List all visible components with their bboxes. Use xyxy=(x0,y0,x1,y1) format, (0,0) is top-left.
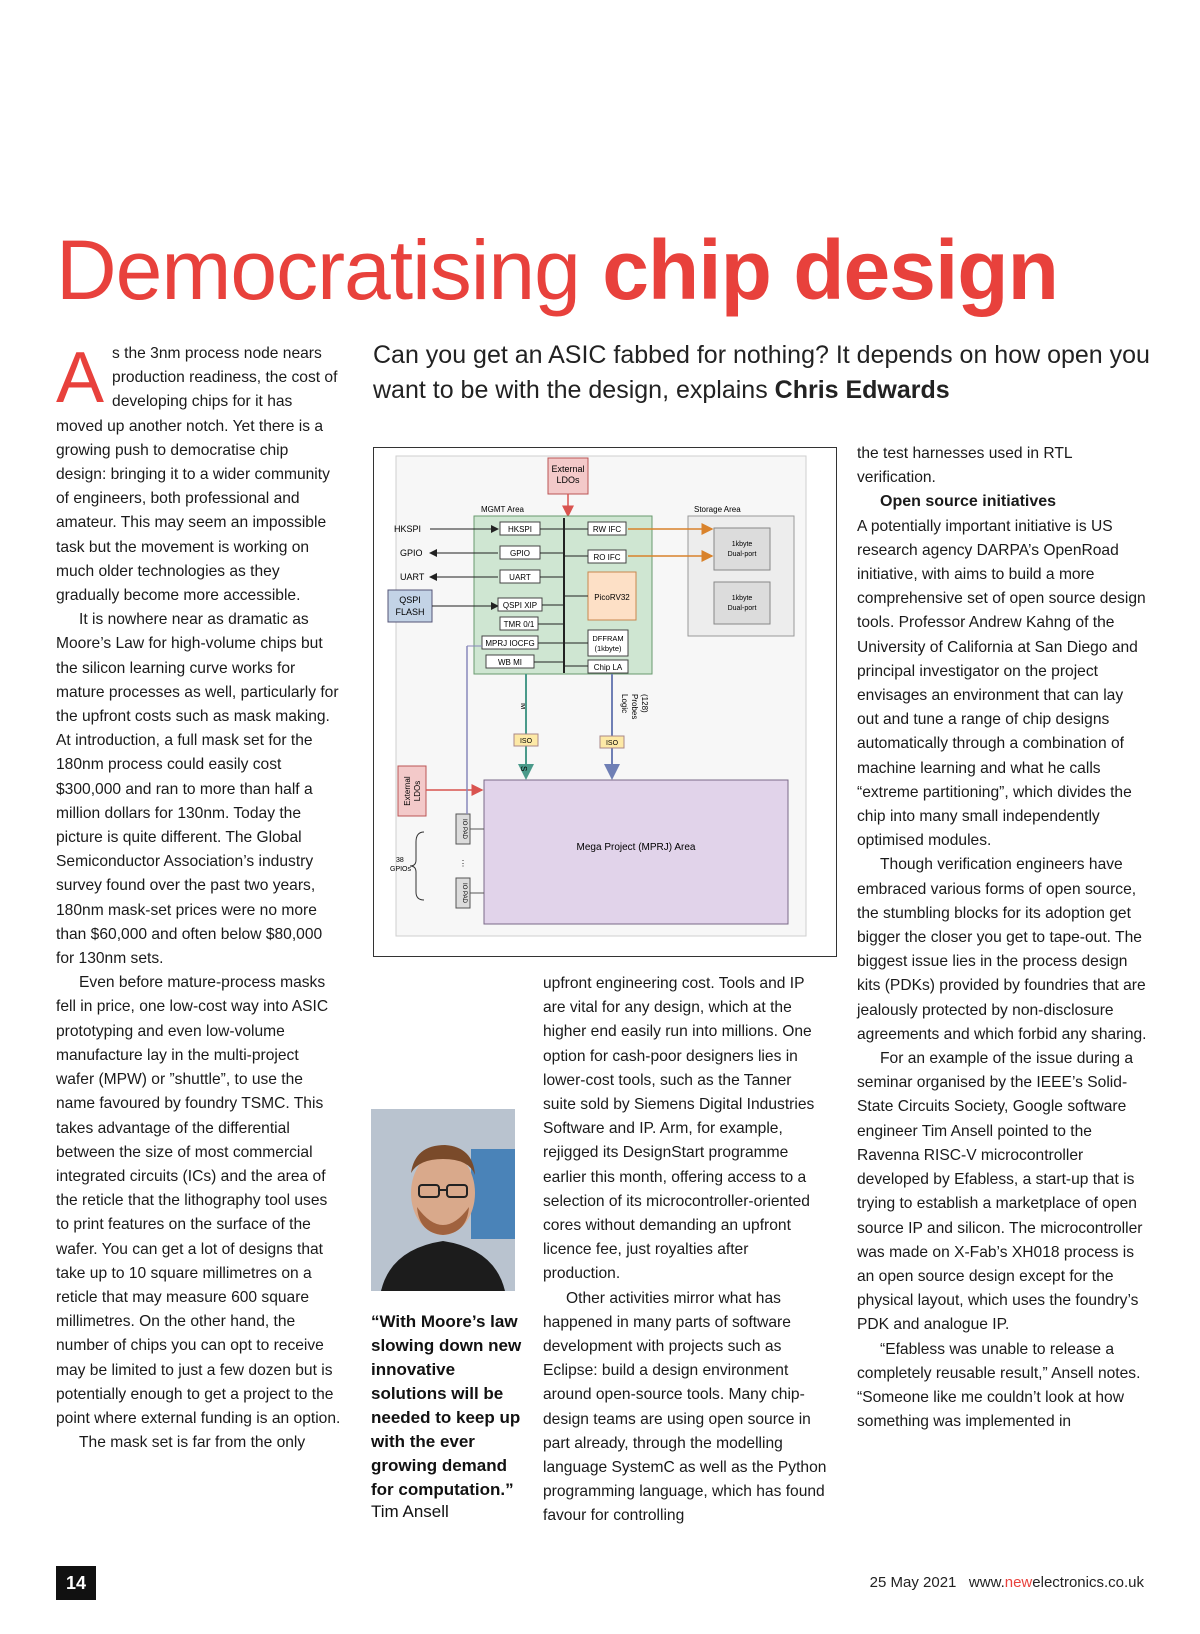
storage-area-label: Storage Area xyxy=(694,505,741,514)
standfirst-text: Can you get an ASIC fabbed for nothing? It depends on how open you want to be with the design, explains xyxy=(373,341,1150,404)
external-ldos-top-label-1: External xyxy=(551,464,585,474)
external-ldos-left-label-1: External xyxy=(403,776,412,806)
rw-ifc-label: RW IFC xyxy=(592,525,622,534)
title-part-light: Democratising xyxy=(56,223,603,317)
body-paragraph: s the 3nm process node nears production readiness, the cost of developing chips for it has moved up another notch. Yet there is a growing push to democratise chip design: bringing it to a wider community of engineers, both professional and amateur. This may seem an impossible task but the movement is working on much older technologies as they gradually become more accessible. xyxy=(56,345,338,605)
dualport-2-label-a: 1kbyte xyxy=(731,595,753,602)
external-ldos-top-label-2: LDOs xyxy=(556,475,580,485)
page-number: 14 xyxy=(56,1566,96,1600)
port-hkspi-label: HKSPI xyxy=(394,524,422,534)
body-paragraph: Though verification engineers have embraced various forms of open source, the stumbling blocks for its adoption get bigger the closer you get to tape-out. The biggest issue lies in the process design kits (PDKs) provided by foundries that are jealously protected by non-disclosure agreements and which forbid any sharing. xyxy=(857,856,1147,1043)
external-ldos-left-label-2: LDOs xyxy=(413,780,422,802)
io-pad-1-label: IO PAD xyxy=(461,819,467,839)
title-part-bold: chip design xyxy=(602,223,1058,317)
picorv32-label: PicoRV32 xyxy=(594,593,630,602)
body-paragraph: The mask set is far from the only xyxy=(79,1434,306,1452)
dffram-label-2: (1kbyte) xyxy=(594,644,622,653)
body-paragraph: the test harnesses used in RTL verification. xyxy=(857,445,1072,487)
dualport-ram-2 xyxy=(714,582,770,624)
gpios-label-1: 38 xyxy=(396,857,404,864)
url-suffix: electronics.co.uk xyxy=(1032,1574,1144,1591)
standfirst xyxy=(373,338,1153,408)
dualport-1-label-b: Dual-port xyxy=(727,551,757,558)
port-uart-label: UART xyxy=(400,572,425,582)
iso-label-1: ISO xyxy=(519,738,533,745)
qspi-flash-label-2: FLASH xyxy=(395,607,425,617)
body-paragraph: It is nowhere near as dramatic as Moore’s Law for high-volume chips but the silicon learning curve works for mature processes as well, particularly for the upfront costs such as mask making. At introduction, a full mask set for the 180nm process could easily cost $300,000 and ran to more than half a million dollars for 130nm. Today the picture is quite different. The Global Semiconductor Association’s industry survey found over the past two years, 180nm mask-set prices were no more than $60,000 and often below $80,000 for 130nm sets. xyxy=(56,611,339,968)
body-paragraph: upfront engineering cost. Tools and IP are vital for any design, which at the higher end easily run into millions. One option for cash-poor designers lies in lower-cost tools, such as the Tanner suite sold by Siemens Digital Industries Software and IP. Arm, for example, rejigged its DesignStart programme earlier this month, offering access to a selection of its microcontroller-oriented cores without demanding an upfront licence fee, just royalties after production. xyxy=(543,975,815,1283)
port-gpio-label: GPIO xyxy=(400,548,423,558)
body-paragraph: For an example of the issue during a seminar organised by the IEEE’s Solid-State Circuits Society, Google software engineer Tim Ansell pointed to the Ravenna RISC-V microcontroller developed by Efabless, a start-up that is trying to establish a marketplace of open source IP and silicon. The microcontroller was made on X-Fab’s XH018 process is an open source design except for the physical layout, which uses the foundry’s PDK and analogue IP. xyxy=(857,1050,1143,1334)
section-subhead: Open source initiatives xyxy=(880,493,1057,511)
body-column-3 xyxy=(543,972,828,1529)
io-pad-ellipsis: ⋮ xyxy=(459,859,467,868)
portrait-photo xyxy=(371,1109,515,1291)
gpios-label-2: GPIOs xyxy=(390,866,412,873)
body-column-4 xyxy=(857,442,1147,1434)
s-label: S xyxy=(519,766,528,772)
portrait-svg xyxy=(371,1109,515,1291)
footer-info xyxy=(870,1574,1144,1591)
pull-quote-attribution: Tim Ansell xyxy=(371,1502,449,1521)
mprj-area-label: Mega Project (MPRJ) Area xyxy=(576,842,696,853)
dualport-ram-1 xyxy=(714,528,770,570)
logic-probes-label-2: Probes xyxy=(630,694,639,720)
url-accent: new xyxy=(1004,1574,1033,1591)
chip-la-label: Chip LA xyxy=(593,663,623,672)
issue-date: 25 May 2021 xyxy=(869,1574,957,1591)
drop-cap: A xyxy=(56,338,105,418)
body-paragraph: Other activities mirror what has happened in many parts of software development with projects such as Eclipse: build a design environment around open-source tools. Many chip-design teams are using open source in part already, through the modelling language SystemC as well as the Python programming language, which has found favour for controlling xyxy=(543,1289,827,1525)
body-paragraph: Even before mature-process masks fell in price, one low-cost way into ASIC prototyping and even low-volume manufacture lay in the multi-project wafer (MPW) or ”shuttle”, to use the name favoured by foundry TSMC. This takes advantage of the differential between the size of most commercial integrated circuits (ICs) and the area of the reticle that the lithography tool uses to print features on the surface of the wafer. You can get a lot of designs that take up to 10 square millimetres on a reticle that may measure 600 square millimetres. On the other hand, the number of chips you can opt to receive may be limited to just a few dozen but is potentially enough to get a project to the point where external funding is an option. xyxy=(56,974,341,1427)
dualport-2-label-b: Dual-port xyxy=(727,605,757,612)
body-paragraph: “Efabless was unable to release a completely reusable result,” Ansell notes. “Someone like me couldn’t look at how something was implemented in xyxy=(857,1340,1141,1431)
ro-ifc-label: RO IFC xyxy=(593,553,621,562)
block-qspi-xip: QSPI XIP xyxy=(502,601,538,610)
block-hkspi: HKSPI xyxy=(507,525,533,534)
logic-probes-label-1: Logic xyxy=(620,694,629,714)
block-gpio: GPIO xyxy=(509,549,531,558)
logic-probes-label-3: (128) xyxy=(640,694,649,713)
diagram-svg xyxy=(374,448,836,956)
pull-quote: “With Moore’s law slowing down new innovative solutions will be needed to keep up with the ever growing demand for computation.” xyxy=(371,1312,522,1499)
dffram-label-1: DFFRAM xyxy=(592,634,624,643)
website-url[interactable] xyxy=(969,1574,1144,1591)
body-paragraph: A potentially important initiative is US research agency DARPA’s OpenRoad initiative, with aims to build a more comprehensive set of open source design tools. Professor Andrew Kahng of the University of California at San Diego and principal investigator on the project envisages an environment that can lay out and tune a range of chip designs automatically through a combination of machine learning and what he calls “extreme partitioning”, which divides the chip into many small independently optimised modules. xyxy=(857,517,1146,850)
body-column-1 xyxy=(56,338,341,1455)
block-mprj-iocfg: MPRJ IOCFG xyxy=(485,639,535,648)
io-pad-2-label: IO PAD xyxy=(461,883,467,903)
mgmt-area-label: MGMT Area xyxy=(481,505,524,514)
article-title xyxy=(56,222,1156,318)
architecture-diagram xyxy=(373,447,837,957)
url-prefix: www. xyxy=(968,1574,1005,1591)
iso-label-2: ISO xyxy=(605,740,619,747)
qspi-flash-label-1: QSPI xyxy=(399,595,421,605)
block-wb-mi: WB MI xyxy=(498,658,522,667)
dualport-1-label-a: 1kbyte xyxy=(731,541,753,548)
block-uart: UART xyxy=(509,573,531,582)
m-label: M xyxy=(519,703,528,710)
block-tmr: TMR 0/1 xyxy=(503,620,535,629)
author-name: Chris Edwards xyxy=(774,376,950,404)
